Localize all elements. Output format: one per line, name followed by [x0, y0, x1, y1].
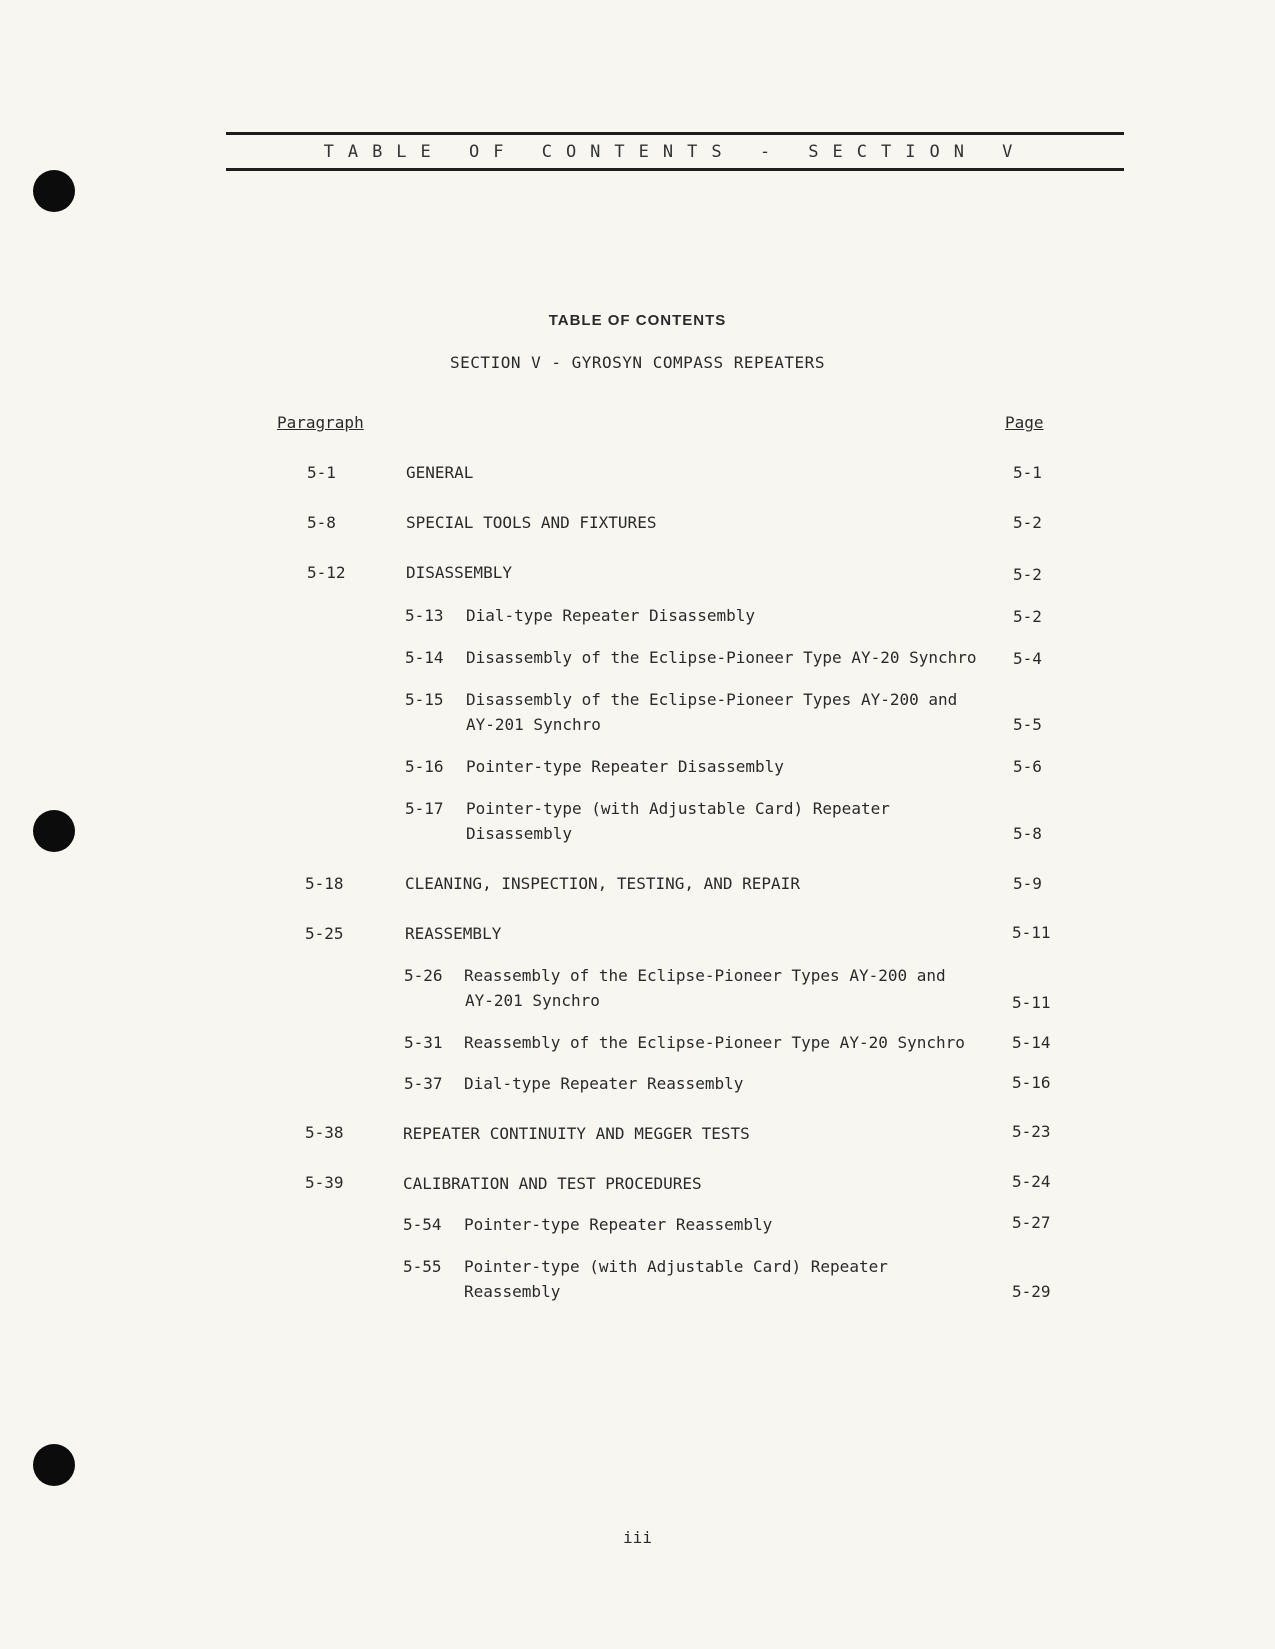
entry-title: Disassembly of the Eclipse-Pioneer Types AY-200 and: [466, 690, 958, 709]
entry-page: 5-14: [1012, 1033, 1051, 1052]
entry-number: 5-26: [404, 966, 443, 985]
entry-title: REPEATER CONTINUITY AND MEGGER TESTS: [403, 1124, 750, 1143]
header-bottom-rule: [226, 168, 1124, 171]
entry-number: 5-13: [405, 606, 444, 625]
entry-page: 5-2: [1013, 607, 1042, 626]
section-subtitle: SECTION V - GYROSYN COMPASS REPEATERS: [450, 353, 825, 372]
page-number: iii: [623, 1528, 652, 1547]
entry-page: 5-8: [1013, 824, 1042, 843]
entry-page: 5-2: [1013, 513, 1042, 532]
entry-title: CLEANING, INSPECTION, TESTING, AND REPAIR: [405, 874, 800, 893]
entry-number: 5-16: [405, 757, 444, 776]
header-top-rule: [226, 132, 1124, 135]
entry-page: 5-2: [1013, 565, 1042, 584]
entry-number: 5-17: [405, 799, 444, 818]
entry-title-continued: AY-201 Synchro: [465, 991, 600, 1010]
entry-number: 5-14: [405, 648, 444, 667]
entry-page: 5-29: [1012, 1282, 1051, 1301]
entry-page: 5-23: [1012, 1122, 1051, 1141]
entry-title-continued: Disassembly: [466, 824, 572, 843]
entry-title: Reassembly of the Eclipse-Pioneer Type AY-20 Synchro: [464, 1033, 965, 1052]
binder-hole-bottom: [33, 1444, 75, 1486]
entry-page: 5-1: [1013, 463, 1042, 482]
entry-page: 5-24: [1012, 1172, 1051, 1191]
entry-page: 5-9: [1013, 874, 1042, 893]
entry-title-continued: AY-201 Synchro: [466, 715, 601, 734]
entry-title: Pointer-type (with Adjustable Card) Repeater: [464, 1257, 888, 1276]
entry-page: 5-11: [1012, 923, 1051, 942]
entry-number: 5-38: [305, 1123, 344, 1142]
entry-number: 5-54: [403, 1215, 442, 1234]
binder-hole-middle: [33, 810, 75, 852]
entry-number: 5-39: [305, 1173, 344, 1192]
entry-title: Pointer-type Repeater Reassembly: [464, 1215, 773, 1234]
entry-page: 5-11: [1012, 993, 1051, 1012]
binder-hole-top: [33, 170, 75, 212]
running-header: TABLE OF CONTENTS - SECTION V: [323, 142, 1027, 162]
entry-number: 5-31: [404, 1033, 443, 1052]
entry-title: Pointer-type Repeater Disassembly: [466, 757, 784, 776]
entry-number: 5-8: [307, 513, 336, 532]
entry-title: Reassembly of the Eclipse-Pioneer Types AY-200 and: [464, 966, 946, 985]
entry-page: 5-27: [1012, 1213, 1051, 1232]
entry-number: 5-55: [403, 1257, 442, 1276]
entry-number: 5-18: [305, 874, 344, 893]
page-column-heading: Page: [1005, 413, 1044, 432]
entry-title: Dial-type Repeater Disassembly: [466, 606, 755, 625]
entry-number: 5-37: [404, 1074, 443, 1093]
entry-number: 5-1: [307, 463, 336, 482]
entry-title: CALIBRATION AND TEST PROCEDURES: [403, 1174, 702, 1193]
entry-page: 5-6: [1013, 757, 1042, 776]
entry-title: REASSEMBLY: [405, 924, 502, 943]
entry-page: 5-5: [1013, 715, 1042, 734]
entry-page: 5-16: [1012, 1073, 1051, 1092]
entry-number: 5-25: [305, 924, 344, 943]
entry-title: DISASSEMBLY: [406, 563, 512, 582]
entry-title: SPECIAL TOOLS AND FIXTURES: [406, 513, 657, 532]
page-title: TABLE OF CONTENTS: [548, 312, 727, 329]
entry-title: GENERAL: [406, 463, 474, 482]
entry-page: 5-4: [1013, 649, 1042, 668]
entry-title: Dial-type Repeater Reassembly: [464, 1074, 744, 1093]
entry-number: 5-15: [405, 690, 444, 709]
entry-number: 5-12: [307, 563, 346, 582]
entry-title: Pointer-type (with Adjustable Card) Repeater: [466, 799, 890, 818]
paragraph-column-heading: Paragraph: [277, 413, 364, 432]
entry-title: Disassembly of the Eclipse-Pioneer Type AY-20 Synchro: [466, 648, 977, 667]
entry-title-continued: Reassembly: [464, 1282, 561, 1301]
